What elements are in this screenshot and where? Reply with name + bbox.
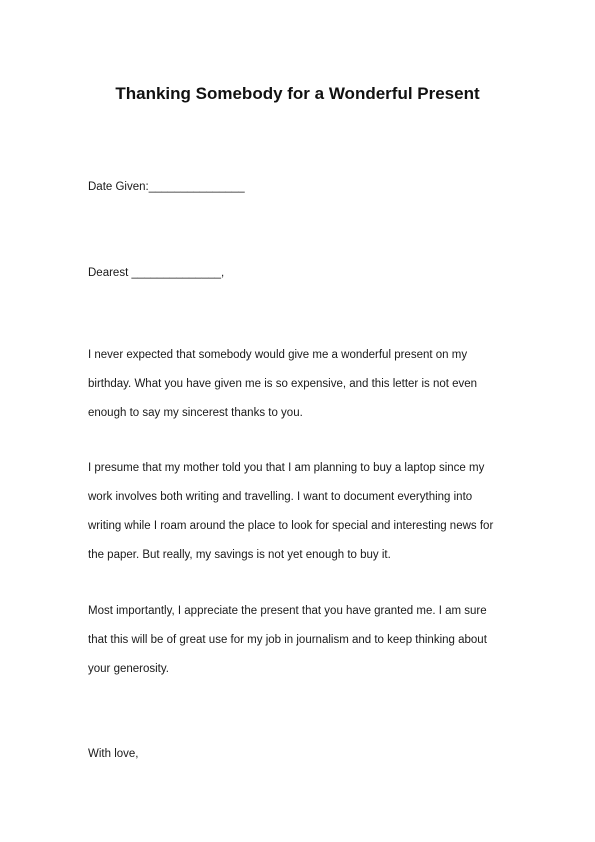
paragraph-3-line-2: that this will be of great use for my job in journalism and to keep thinking about xyxy=(88,634,487,646)
paragraph-1-line-1: I never expected that somebody would give me a wonderful present on my xyxy=(88,349,468,361)
closing: With love, xyxy=(88,748,139,760)
paragraph-3-line-1: Most importantly, I appreciate the present that you have granted me. I am sure xyxy=(88,605,487,617)
paragraph-3-line-3: your generosity. xyxy=(88,663,169,675)
paragraph-2-line-2: work involves both writing and travelling. I want to document everything into xyxy=(88,491,473,503)
paragraph-2-line-1: I presume that my mother told you that I am planning to buy a laptop since my xyxy=(88,462,485,474)
paragraph-2-line-4: the paper. But really, my savings is not yet enough to buy it. xyxy=(88,549,391,561)
salutation: Dearest ______________, xyxy=(88,267,225,279)
paragraph-1-line-2: birthday. What you have given me is so expensive, and this letter is not even xyxy=(88,378,478,390)
letter-title: Thanking Somebody for a Wonderful Present xyxy=(115,84,480,103)
date-given-line: Date Given:_______________ xyxy=(88,181,245,193)
paragraph-1-line-3: enough to say my sincerest thanks to you. xyxy=(88,407,303,419)
paragraph-2-line-3: writing while I roam around the place to look for special and interesting news for xyxy=(88,520,494,532)
